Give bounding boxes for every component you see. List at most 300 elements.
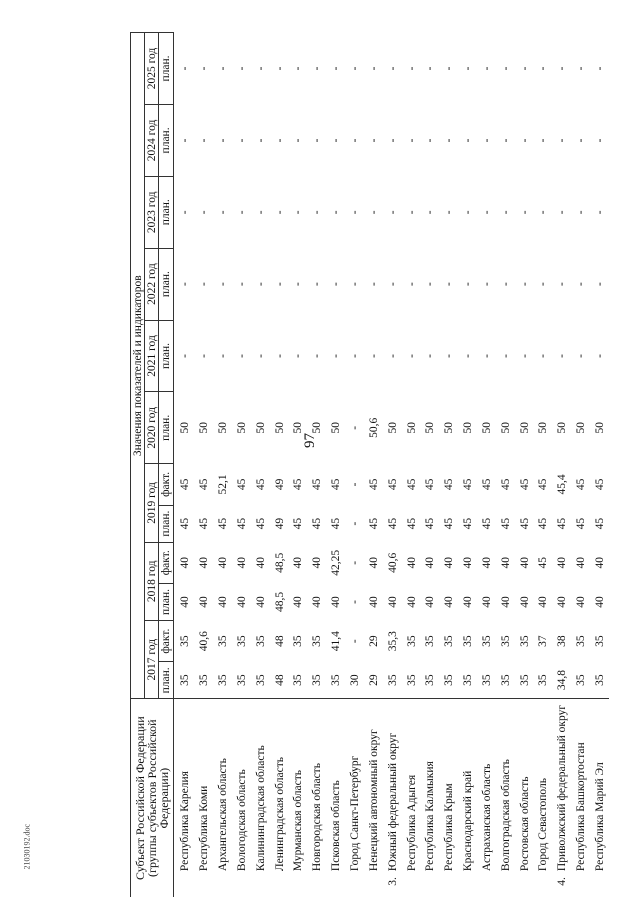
table-row — [515, 33, 534, 898]
indicator-value: - — [349, 521, 362, 526]
indicator-value: 45,4 — [556, 474, 569, 495]
indicator-value: 45 — [367, 517, 380, 530]
indicator-value: - — [179, 210, 192, 215]
indicator-value: - — [254, 210, 267, 215]
indicator-value: 35 — [499, 635, 512, 647]
indicator-value: 45 — [330, 517, 343, 530]
indicator-value: 41,4 — [330, 631, 343, 652]
indicator-value: 35 — [537, 674, 550, 686]
row-number — [402, 873, 421, 897]
indicator-value: - — [424, 66, 437, 71]
indicator-value: - — [443, 354, 456, 358]
indicator-value: 45 — [443, 478, 456, 491]
indicator-value: 40 — [367, 596, 380, 608]
indicator-value: 35 — [575, 635, 588, 647]
indicator-value: 35 — [518, 674, 531, 686]
region-name: Вологодская область — [233, 699, 252, 873]
year-header-2018: 2018 год — [145, 542, 159, 620]
indicator-value: - — [198, 282, 211, 287]
indicator-value: - — [273, 354, 286, 358]
table-row — [195, 33, 214, 898]
indicator-value: - — [443, 210, 456, 215]
indicator-value: - — [330, 210, 343, 215]
indicator-value: 35 — [179, 635, 192, 647]
row-number — [572, 873, 591, 897]
indicator-value: 45 — [593, 478, 606, 491]
indicator-value: 50 — [499, 422, 512, 434]
indicator-value: - — [198, 354, 211, 358]
indicator-value: 37 — [537, 635, 550, 647]
indicator-value: - — [386, 282, 399, 287]
indicator-value: 45 — [254, 478, 267, 491]
indicator-value: - — [198, 210, 211, 215]
indicator-value: - — [405, 210, 418, 215]
indicator-value: 40 — [405, 596, 418, 608]
indicator-value: - — [443, 66, 456, 71]
indicator-value: 40 — [518, 557, 531, 569]
indicator-value: 48,5 — [273, 552, 286, 573]
row-number — [346, 873, 365, 897]
indicator-value: 45 — [311, 517, 324, 530]
plan-subheader: план. — [159, 320, 174, 392]
indicator-table-wrapper — [130, 32, 630, 897]
row-number — [440, 873, 459, 897]
row-number — [195, 873, 214, 897]
indicator-value: 30 — [349, 674, 362, 686]
row-number — [174, 873, 195, 897]
indicator-value: - — [179, 138, 192, 143]
row-number — [308, 873, 327, 897]
indicator-value: - — [179, 354, 192, 358]
indicator-value: - — [349, 600, 362, 604]
indicator-value: 35,3 — [386, 631, 399, 652]
table-row — [270, 33, 289, 898]
indicator-value: 45 — [179, 478, 192, 491]
indicator-value: 45 — [254, 517, 267, 530]
indicator-value: 35 — [424, 674, 437, 686]
indicator-value: - — [575, 138, 588, 143]
indicator-value: 40 — [575, 557, 588, 569]
indicator-value: 35 — [217, 635, 230, 647]
row-number — [251, 873, 270, 897]
indicator-value: - — [405, 66, 418, 71]
indicator-value: 40 — [235, 557, 248, 569]
indicator-value: - — [424, 354, 437, 358]
region-name: Калининградская область — [251, 699, 270, 873]
indicator-value: - — [462, 66, 475, 71]
indicator-value: - — [386, 66, 399, 71]
indicator-value: - — [405, 354, 418, 358]
indicator-value: 50 — [480, 422, 493, 434]
indicator-value: 50 — [462, 422, 475, 434]
indicator-value: - — [198, 66, 211, 71]
year-header-2025: 2025 год — [145, 33, 159, 105]
indicator-value: 40 — [443, 557, 456, 569]
indicator-value: 50 — [405, 422, 418, 434]
indicator-value: - — [480, 210, 493, 215]
indicator-value: - — [254, 282, 267, 287]
indicator-value: 40 — [593, 557, 606, 569]
indicator-value: 35 — [405, 635, 418, 647]
indicator-value: - — [235, 210, 248, 215]
indicator-value: - — [235, 354, 248, 358]
indicator-value: - — [480, 282, 493, 287]
indicator-value: 45 — [386, 517, 399, 530]
indicator-value: 50 — [424, 422, 437, 434]
indicator-value: 49 — [273, 517, 286, 530]
indicator-value: 50 — [443, 422, 456, 434]
indicator-value: 45 — [386, 478, 399, 491]
indicator-value: 35 — [254, 635, 267, 647]
fact-subheader: факт. — [159, 620, 174, 661]
indicator-value: 52,1 — [217, 474, 230, 495]
indicator-value: 45 — [593, 517, 606, 530]
indicator-value: - — [292, 66, 305, 71]
indicator-value: - — [593, 354, 606, 358]
indicator-value: - — [292, 138, 305, 143]
region-name: Республика Крым — [440, 699, 459, 873]
indicator-value: 40 — [217, 557, 230, 569]
indicator-value: 35 — [292, 674, 305, 686]
row-number — [421, 873, 440, 897]
indicator-value: - — [217, 210, 230, 215]
indicator-value: - — [367, 354, 380, 358]
indicator-value: 35 — [462, 674, 475, 686]
indicator-value: 45 — [537, 557, 550, 569]
row-number — [478, 873, 497, 897]
indicator-value: 40 — [424, 596, 437, 608]
region-name: Южный федеральный округ — [383, 699, 402, 873]
indicator-value: 40 — [480, 596, 493, 608]
indicator-value: - — [499, 282, 512, 287]
table-row — [383, 33, 402, 898]
row-number — [496, 873, 515, 897]
indicator-value: 50 — [179, 422, 192, 434]
indicator-value: 45 — [480, 517, 493, 530]
indicator-value: - — [349, 354, 362, 358]
indicator-value: - — [518, 138, 531, 143]
indicator-value: - — [556, 210, 569, 215]
indicator-value: 40 — [499, 596, 512, 608]
indicator-value: - — [575, 66, 588, 71]
table-row — [421, 33, 440, 898]
indicator-value: 45 — [217, 517, 230, 530]
indicator-value: 40 — [462, 557, 475, 569]
table-row — [496, 33, 515, 898]
indicator-value: 45 — [575, 478, 588, 491]
indicator-value: - — [499, 66, 512, 71]
indicator-value: 50,6 — [367, 417, 380, 438]
indicator-value: - — [480, 66, 493, 71]
table-row — [440, 33, 459, 898]
indicator-value: 40 — [556, 596, 569, 608]
indicator-value: 50 — [311, 422, 324, 434]
indicator-value: 45 — [198, 478, 211, 491]
indicator-value: 45 — [462, 517, 475, 530]
indicator-value: 45 — [443, 517, 456, 530]
indicator-value: - — [311, 282, 324, 287]
table-header — [131, 33, 174, 898]
indicator-value: 40 — [311, 596, 324, 608]
indicator-value: 35 — [330, 674, 343, 686]
indicator-value: 45 — [292, 478, 305, 491]
indicator-value: - — [349, 639, 362, 644]
table-row — [289, 33, 308, 898]
region-name: Приволжский федеральный округ — [553, 699, 572, 873]
indicator-value: 45 — [518, 478, 531, 491]
indicator-value: - — [292, 210, 305, 215]
indicator-value: 50 — [235, 422, 248, 434]
indicator-value: 40 — [556, 557, 569, 569]
table-row — [174, 33, 195, 898]
indicator-value: 45 — [499, 478, 512, 491]
indicator-value: - — [217, 354, 230, 358]
indicator-value: 35 — [424, 635, 437, 647]
indicator-value: - — [367, 210, 380, 215]
plan-subheader: план. — [159, 176, 174, 248]
indicator-value: 45 — [424, 478, 437, 491]
indicator-value: 40 — [198, 557, 211, 569]
indicator-value: 40 — [537, 596, 550, 608]
indicator-value: - — [367, 138, 380, 143]
indicator-table — [130, 32, 609, 897]
indicator-value: 50 — [386, 422, 399, 434]
indicator-value: 40 — [254, 596, 267, 608]
indicator-value: 35 — [254, 674, 267, 686]
indicator-value: 50 — [273, 422, 286, 434]
indicator-value: - — [273, 138, 286, 143]
indicator-value: - — [254, 138, 267, 143]
indicator-value: 40 — [405, 557, 418, 569]
indicator-value: - — [273, 282, 286, 287]
indicator-value: - — [217, 138, 230, 143]
indicator-value: 40 — [254, 557, 267, 569]
indicator-value: 45 — [424, 517, 437, 530]
document-code: 21030192.doc — [22, 823, 32, 870]
indicator-value: - — [367, 282, 380, 287]
plan-subheader: план. — [159, 392, 174, 464]
indicator-value: 50 — [575, 422, 588, 434]
indicator-value: 45 — [499, 517, 512, 530]
indicator-value: - — [462, 210, 475, 215]
year-header-2017: 2017 год — [145, 620, 159, 698]
indicator-value: - — [537, 282, 550, 287]
indicator-value: - — [518, 282, 531, 287]
table-row — [346, 33, 365, 898]
indicator-value: - — [273, 210, 286, 215]
indicator-value: 48 — [273, 635, 286, 647]
indicator-value: 50 — [198, 422, 211, 434]
indicator-value: 35 — [575, 674, 588, 686]
region-name: Астраханская область — [478, 699, 497, 873]
indicator-value: - — [462, 282, 475, 287]
indicator-value: - — [443, 138, 456, 143]
indicator-value: - — [349, 482, 362, 487]
indicator-value: 45 — [575, 517, 588, 530]
indicator-value: - — [593, 210, 606, 215]
row-number — [591, 873, 610, 897]
indicator-value: - — [179, 282, 192, 287]
table-body — [174, 33, 610, 898]
indicator-value: - — [593, 66, 606, 71]
indicator-value: - — [575, 354, 588, 358]
indicator-value: 45 — [235, 517, 248, 530]
indicator-value: 40,6 — [386, 552, 399, 573]
indicator-value: 35 — [386, 674, 399, 686]
indicator-value: - — [405, 282, 418, 287]
indicator-value: 50 — [217, 422, 230, 434]
indicator-value: 35 — [198, 674, 211, 686]
indicator-value: 40 — [499, 557, 512, 569]
region-name: Республика Калмыкия — [421, 699, 440, 873]
indicator-value: - — [462, 354, 475, 358]
table-row — [591, 33, 610, 898]
region-name: Ленинградская область — [270, 699, 289, 873]
indicator-value: - — [480, 138, 493, 143]
row-number — [515, 873, 534, 897]
indicator-value: 35 — [405, 674, 418, 686]
indicator-value: - — [235, 282, 248, 287]
year-header-2022: 2022 год — [145, 248, 159, 320]
row-number: 4. — [556, 877, 569, 886]
indicator-value: 42,25 — [330, 549, 343, 576]
region-name: Ростовская область — [515, 699, 534, 873]
indicator-value: 50 — [537, 422, 550, 434]
table-row — [534, 33, 553, 898]
row-number — [534, 873, 553, 897]
indicator-value: - — [273, 66, 286, 71]
table-row — [327, 33, 346, 898]
region-name: Волгоградская область — [496, 699, 515, 873]
indicator-value: 45 — [179, 517, 192, 530]
indicator-value: 34,8 — [556, 670, 569, 691]
indicator-value: - — [386, 210, 399, 215]
indicator-value: 40 — [424, 557, 437, 569]
indicator-value: 40 — [480, 557, 493, 569]
indicator-value: - — [424, 282, 437, 287]
indicator-value: - — [349, 138, 362, 143]
indicator-value: - — [499, 354, 512, 358]
indicator-value: - — [518, 354, 531, 358]
indicator-value: - — [235, 138, 248, 143]
fact-subheader: факт. — [159, 542, 174, 583]
indicator-value: 49 — [273, 478, 286, 491]
indicator-value: 40 — [462, 596, 475, 608]
indicator-value: 50 — [330, 422, 343, 434]
indicator-value: - — [575, 210, 588, 215]
region-name: Республика Карелия — [174, 699, 195, 873]
indicator-value: 45 — [537, 517, 550, 530]
indicator-value: 38 — [556, 635, 569, 647]
indicator-value: 35 — [443, 635, 456, 647]
row-number — [233, 873, 252, 897]
indicator-value: - — [386, 138, 399, 143]
year-header-2019: 2019 год — [145, 464, 159, 542]
indicator-value: - — [537, 354, 550, 358]
indicator-value: 50 — [593, 422, 606, 434]
indicator-value: 48,5 — [273, 591, 286, 613]
plan-subheader: план. — [159, 248, 174, 320]
indicator-value: - — [330, 66, 343, 71]
year-header-2024: 2024 год — [145, 105, 159, 177]
indicator-value: - — [349, 560, 362, 565]
indicator-value: 40 — [386, 596, 399, 608]
indicator-value: 45 — [367, 478, 380, 491]
indicator-value: - — [198, 138, 211, 143]
indicator-value: - — [349, 425, 362, 430]
indicator-value: 35 — [462, 635, 475, 647]
table-row — [251, 33, 270, 898]
region-name: Псковская область — [327, 699, 346, 873]
indicator-value: - — [367, 66, 380, 71]
indicator-value: - — [593, 138, 606, 143]
indicator-value: 35 — [179, 674, 192, 686]
plan-subheader: план. — [159, 505, 174, 542]
indicator-value: - — [443, 282, 456, 287]
indicator-value: - — [311, 66, 324, 71]
region-name: Республика Коми — [195, 699, 214, 873]
indicator-value: 45 — [405, 478, 418, 491]
table-row — [459, 33, 478, 898]
region-name: Краснодарский край — [459, 699, 478, 873]
indicator-value: 40 — [179, 596, 192, 608]
indicator-value: 40 — [217, 596, 230, 608]
indicator-value: 50 — [556, 422, 569, 434]
indicator-value: 40 — [367, 557, 380, 569]
indicator-value: 40 — [179, 557, 192, 569]
indicator-value: 50 — [292, 422, 305, 434]
indicator-value: 40 — [518, 596, 531, 608]
row-number — [327, 873, 346, 897]
indicator-value: 35 — [480, 635, 493, 647]
region-name: Республика Марий Эл — [591, 699, 610, 873]
indicator-value: 35 — [292, 635, 305, 647]
rotated-table-area — [130, 32, 630, 897]
indicator-value: 35 — [518, 635, 531, 647]
row-number: 3. — [386, 877, 399, 886]
indicator-value: - — [556, 354, 569, 358]
row-number — [364, 873, 383, 897]
indicator-value: - — [537, 138, 550, 143]
indicator-value: - — [349, 210, 362, 215]
indicator-value: - — [386, 354, 399, 358]
indicator-value: 35 — [311, 674, 324, 686]
indicator-value: - — [292, 354, 305, 358]
table-row — [364, 33, 383, 898]
indicator-value: - — [217, 66, 230, 71]
plan-subheader: план. — [159, 583, 174, 620]
indicator-value: 40 — [292, 596, 305, 608]
indicator-value: 45 — [405, 517, 418, 530]
table-row — [402, 33, 421, 898]
indicator-value: - — [424, 138, 437, 143]
indicator-value: - — [330, 282, 343, 287]
indicator-value: - — [330, 354, 343, 358]
indicator-value: 35 — [593, 635, 606, 647]
indicator-value: 35 — [443, 674, 456, 686]
table-row — [214, 33, 233, 898]
indicator-value: 50 — [254, 422, 267, 434]
indicator-value: 45 — [330, 478, 343, 491]
indicator-value: 35 — [499, 674, 512, 686]
table-row — [233, 33, 252, 898]
indicator-value: 45 — [518, 517, 531, 530]
values-group-header: Значения показателей и индикаторов — [131, 33, 145, 699]
indicator-value: - — [311, 138, 324, 143]
indicator-value: - — [349, 282, 362, 287]
indicator-value: 45 — [462, 478, 475, 491]
indicator-value: - — [405, 138, 418, 143]
